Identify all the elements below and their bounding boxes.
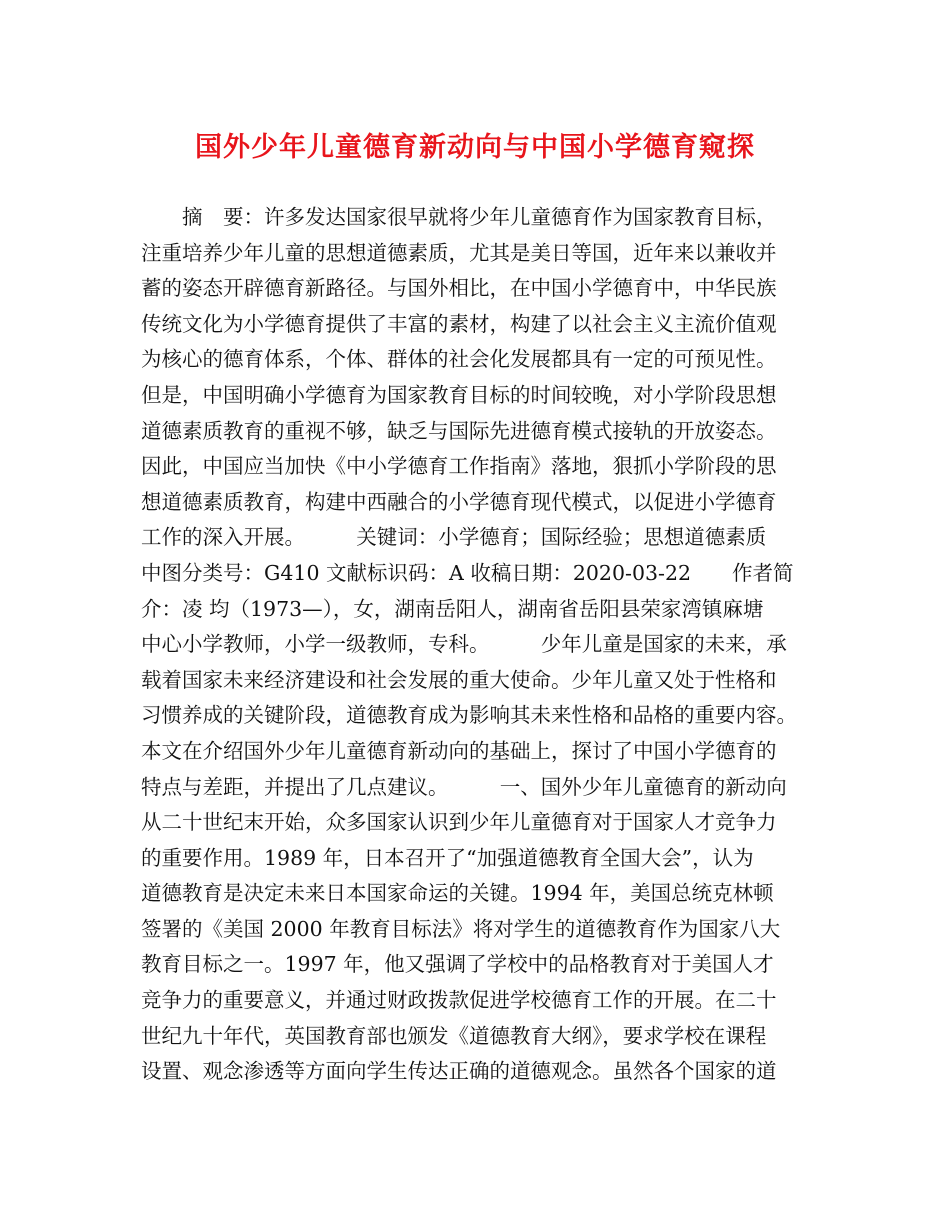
body-line: 介：凌 均（1973—），女，湖南岳阳人，湖南省岳阳县荣家湾镇麻塘 [141,596,764,621]
body-line: 设置、观念渗透等方面向学生传达正确的道德观念。虽然各个国家的道 [141,1059,777,1084]
body-line: 工作的深入开展。 关键词：小学德育；国际经验；思想道德素质 [141,525,767,550]
body-line: 世纪九十年代，英国教育部也颁发《道德教育大纲》，要求学校在课程 [141,1023,767,1048]
body-line: 因此，中国应当加快《中小学德育工作指南》落地，狠抓小学阶段的思 [141,454,777,479]
body-line: 为核心的德育体系，个体、群体的社会化发展都具有一定的可预见性。 [141,347,777,372]
body-line: 的重要作用。1989 年，日本召开了“加强道德教育全国大会”，认为 [141,845,754,870]
body-line: 习惯养成的关键阶段，道德教育成为影响其未来性格和品格的重要内容。 [141,703,797,728]
body-line: 传统文化为小学德育提供了丰富的素材，构建了以社会主义主流价值观 [141,311,777,336]
body-line: 想道德素质教育，构建中西融合的小学德育现代模式，以促进小学德育 [141,489,777,514]
body-line: 注重培养少年儿童的思想道德素质，尤其是美日等国，近年来以兼收并 [141,240,777,265]
body-line: 教育目标之一。1997 年，他又强调了学校中的品格教育对于美国人才 [141,952,774,977]
document-title: 国外少年儿童德育新动向与中国小学德育窥探 [195,132,755,163]
body-line: 道德教育是决定未来日本国家命运的关键。1994 年，美国总统克林顿 [141,881,774,906]
body-line: 道德素质教育的重视不够，缺乏与国际先进德育模式接轨的开放姿态。 [141,418,777,443]
body-line: 但是，中国明确小学德育为国家教育目标的时间较晚，对小学阶段思想 [141,382,777,407]
body-line: 中图分类号：G410 文献标识码：A 收稿日期：2020-03-22 作者简 [141,560,794,585]
body-line: 竞争力的重要意义，并通过财政拨款促进学校德育工作的开展。在二十 [141,988,777,1013]
document-body [141,200,831,1090]
body-line: 签署的《美国 2000 年教育目标法》将对学生的道德教育作为国家八大 [141,916,781,941]
body-line: 本文在介绍国外少年儿童德育新动向的基础上，探讨了中国小学德育的 [141,738,777,763]
body-line: 载着国家未来经济建设和社会发展的重大使命。少年儿童又处于性格和 [141,667,777,692]
body-line: 摘 要：许多发达国家很早就将少年儿童德育作为国家教育目标， [141,205,777,229]
body-line: 从二十世纪末开始，众多国家认识到少年儿童德育对于国家人才竞争力 [141,810,777,835]
body-line: 特点与差距，并提出了几点建议。 一、国外少年儿童德育的新动向 [141,774,787,799]
body-line: 蓄的姿态开辟德育新路径。与国外相比，在中国小学德育中，中华民族 [141,276,777,301]
body-line: 中心小学教师，小学一级教师，专科。 少年儿童是国家的未来，承 [141,632,787,657]
